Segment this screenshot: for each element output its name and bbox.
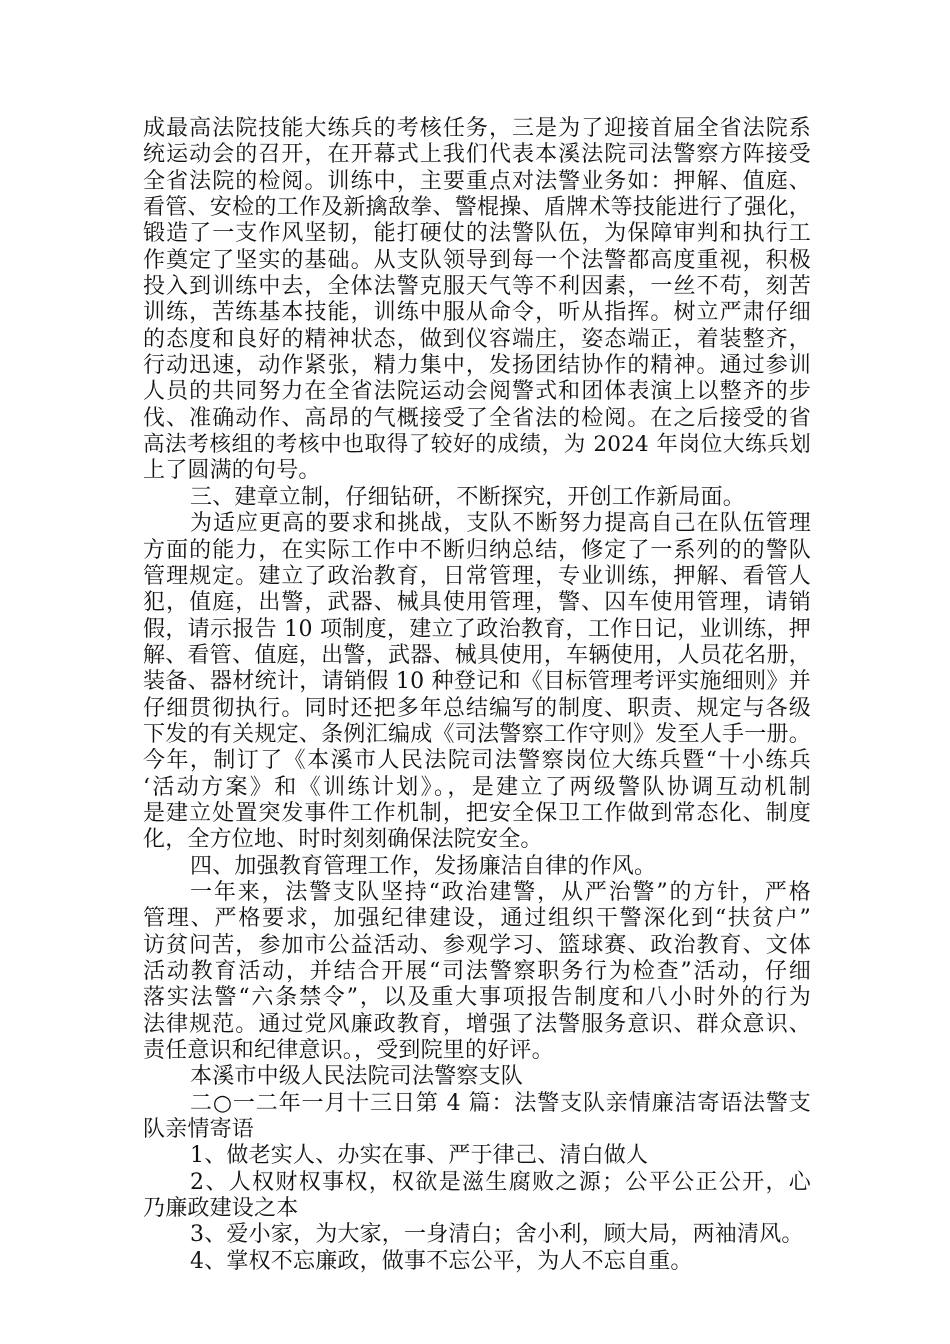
text-line: 装备、器材统计，请销假 10 种登记和《目标管理考评实施细则》并 — [143, 669, 811, 695]
text-line: 管理规定。建立了政治教育，日常管理，专业训练，押解、看管人 — [143, 563, 811, 589]
text-line: 是建立处置突发事件工作机制，把安全保卫工作做到常态化、制度 — [143, 800, 811, 826]
text-line: 乃廉政建设之本 — [143, 1196, 299, 1222]
text-line: 假，请示报告 10 项制度，建立了政治教育，工作日记，业训练，押 — [143, 616, 811, 642]
text-line: 活动教育活动，并结合开展“司法警察职务行为检查”活动，仔细 — [143, 959, 811, 984]
text-line: 四、加强教育管理工作，发扬廉洁自律的作风。 — [190, 853, 657, 879]
text-line: 本溪市中级人民法院司法警察支队 — [190, 1064, 524, 1090]
text-line: 化，全方位地、时时刻刻确保法院安全。 — [143, 827, 543, 853]
text-line: 仔细贯彻执行。同时还把多年总结编写的制度、职责、规定与各级 — [143, 695, 811, 721]
text-line: 人员的共同努力在全省法院运动会阅警式和团体表演上以整齐的步 — [143, 379, 811, 405]
text-line: 下发的有关规定、条例汇编成《司法警察工作守则》发至人手一册。 — [143, 721, 811, 747]
text-line: 责任意识和纪律意识。，受到院里的好评。 — [143, 1038, 554, 1064]
text-line: 3、爱小家，为大家，一身清白；舍小利，顾大局，两袖清风。 — [190, 1222, 804, 1248]
text-line: 4、掌权不忘廉政，做事不忘公平，为人不忘自重。 — [190, 1248, 693, 1274]
text-line: 解、看管、值庭，出警，武器、械具使用，车辆使用，人员花名册， — [143, 642, 811, 668]
text-line: 成最高法院技能大练兵的考核任务，三是为了迎接首届全省法院系 — [143, 116, 811, 141]
text-line: 看管、安检的工作及新擒敌拳、警棍操、盾牌术等技能进行了强化， — [143, 195, 811, 221]
text-line: 上了圆满的句号。 — [143, 458, 321, 484]
text-line: 高法考核组的考核中也取得了较好的成绩，为 2024 年岗位大练兵划 — [143, 432, 811, 458]
text-line: 伐、准确动作、高昂的气概接受了全省法的检阅。在之后接受的省 — [143, 405, 811, 431]
text-line: 训练，苦练基本技能，训练中服从命令，听从指挥。树立严肃仔细 — [143, 300, 811, 326]
text-line: 2、人权财权事权，权欲是滋生腐败之源；公平公正公开，心 — [190, 1169, 811, 1195]
text-line: ‘活动方案》和《训练计划》。，是建立了两级警队协调互动机制 — [143, 774, 811, 800]
text-line: 1、做老实人、办实在事、严于律己、清白做人 — [190, 1143, 649, 1169]
text-line: 的态度和良好的精神状态，做到仪容端庄，姿态端正，着装整齐， — [143, 326, 811, 352]
text-line: 管理、严格要求，加强纪律建设，通过组织干警深化到“扶贫户” — [143, 906, 811, 932]
text-line: 投入到训练中去，全体法警克服天气等不利因素，一丝不苟，刻苦 — [143, 274, 811, 300]
text-line: 为适应更高的要求和挑战，支队不断努力提高自己在队伍管理 — [190, 511, 811, 537]
text-line: 二○一二年一月十三日第 4 篇：法警支队亲情廉洁寄语法警支 — [190, 1090, 811, 1116]
text-line: 方面的能力，在实际工作中不断归纳总结，修定了一系列的的警队 — [143, 537, 811, 563]
text-line: 落实法警“六条禁令”，以及重大事项报告制度和八小时外的行为 — [143, 985, 811, 1011]
text-line: 作奠定了坚实的基础。从支队领导到每一个法警都高度重视，积极 — [143, 247, 811, 273]
text-line: 一年来，法警支队坚持“政治建警，从严治警”的方针，严格 — [190, 879, 811, 905]
text-line: 法律规范。通过党风廉政教育，增强了法警服务意识、群众意识、 — [143, 1011, 811, 1037]
text-line: 今年，制订了《本溪市人民法院司法警察岗位大练兵暨“十小练兵 — [143, 748, 811, 774]
text-line: 全省法院的检阅。训练中，主要重点对法警业务如：押解、值庭、 — [143, 168, 811, 194]
text-line: 访贫问苦，参加市公益活动、参观学习、篮球赛、政治教育、文体 — [143, 932, 811, 958]
text-line: 队亲情寄语 — [143, 1117, 255, 1143]
text-line: 行动迅速，动作紧张，精力集中，发扬团结协作的精神。通过参训 — [143, 353, 811, 379]
text-line: 锻造了一支作风坚韧，能打硬仗的法警队伍，为保障审判和执行工 — [143, 221, 811, 247]
document-body — [143, 116, 811, 1275]
text-line: 统运动会的召开，在开幕式上我们代表本溪法院司法警察方阵接受 — [143, 142, 811, 168]
text-line: 三、建章立制，仔细钻研，不断探究，开创工作新局面。 — [190, 484, 746, 510]
text-line: 犯，值庭，出警，武器、械具使用管理，警、囚车使用管理，请销 — [143, 590, 811, 616]
